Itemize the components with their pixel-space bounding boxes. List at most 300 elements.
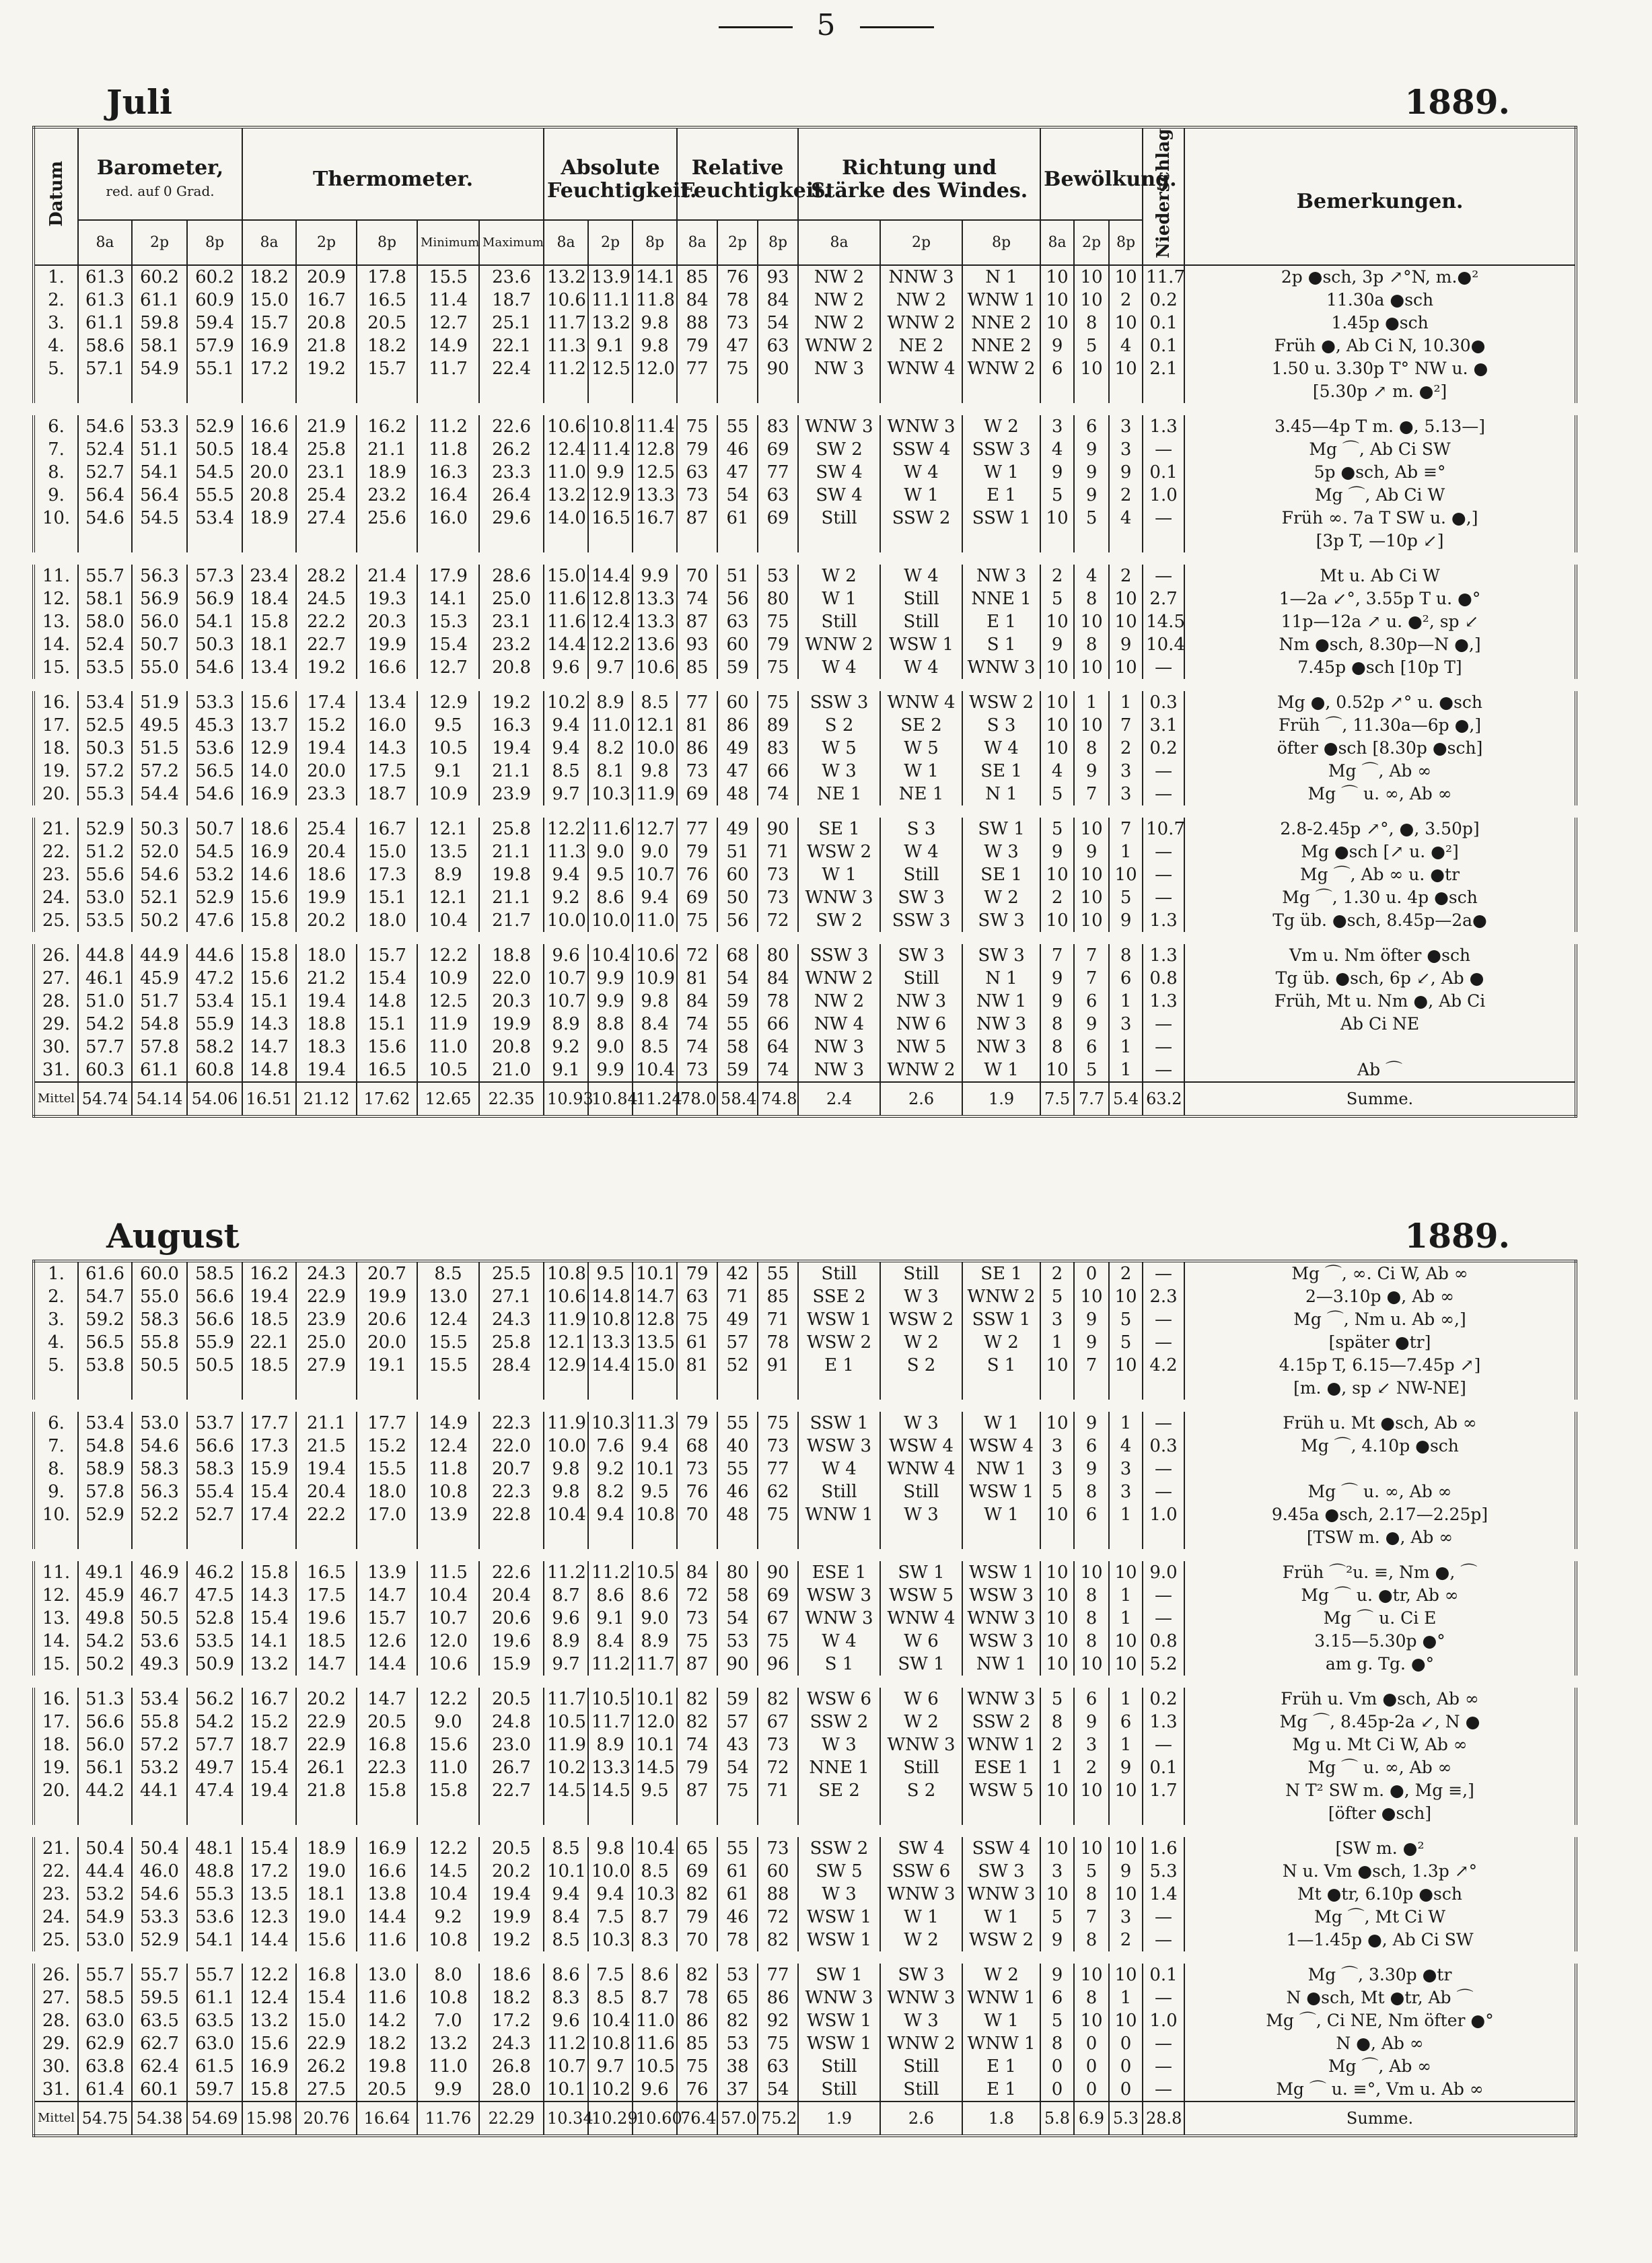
cell-temp-min: 16.4 [417,484,479,507]
cell-abs-8a: 9.8 [544,1458,588,1480]
cell-abs-2p: 9.8 [588,1831,633,1860]
cell-cloud-8a [1040,530,1074,559]
cell-abs-2p: 10.5 [588,1682,633,1711]
cell-temp-2p: 16.8 [296,1957,357,1986]
cell-cloud-2p: 10 [1074,1957,1109,1986]
cell-cloud-8a: 7 [1040,938,1074,967]
cell-abs-2p [588,380,633,409]
cell-rel-8p: 74 [758,783,798,812]
cell-wind-2p: W 2 [880,1711,962,1733]
mean-abs-8p: 10.60 [633,2102,677,2136]
table-row [34,990,1576,1013]
cell-temp-8a: 17.3 [242,1435,296,1458]
cell-date: 24. [34,1906,78,1929]
cell-temp-8p: 17.5 [357,760,417,783]
cell-cloud-2p: 10 [1074,2009,1109,2032]
cell-wind-8a: SE 2 [798,1779,880,1802]
table-row [34,1711,1576,1733]
cell-temp-max: 22.4 [479,357,544,380]
cell-abs-2p: 10.4 [588,938,633,967]
cell-rel-2p: 54 [717,1756,758,1779]
cell-baro-2p: 53.0 [132,1406,187,1435]
cell-cloud-8p: 10 [1109,1883,1143,1906]
cell-temp-8a: 14.8 [242,1058,296,1082]
cell-baro-2p: 46.9 [132,1555,187,1584]
cell-abs-8a: 9.6 [544,1607,588,1630]
cell-abs-2p: 9.9 [588,990,633,1013]
cell-wind-2p: WSW 4 [880,1435,962,1458]
cell-precip: — [1143,1331,1184,1354]
cell-temp-8p: 12.6 [357,1630,417,1653]
cell-temp-8p: 15.7 [357,938,417,967]
cell-cloud-8a: 9 [1040,967,1074,990]
cell-date: 22. [34,840,78,863]
mean-precip: 28.8 [1143,2102,1184,2136]
cell-date: 29. [34,1013,78,1036]
cell-baro-2p [132,1526,187,1555]
cell-temp-2p: 19.4 [296,990,357,1013]
cell-wind-8p: W 2 [962,409,1040,438]
cell-rel-8a: 81 [677,714,717,737]
cell-remarks: [5.30p ↗ m. ●²] [1184,380,1576,409]
cell-temp-8a: 16.9 [242,783,296,812]
table-row [34,840,1576,863]
cell-cloud-8p: 10 [1109,1354,1143,1377]
cell-temp-8a: 14.1 [242,1630,296,1653]
cell-abs-8a: 11.9 [544,1406,588,1435]
cell-abs-2p: 11.2 [588,1555,633,1584]
cell-wind-2p: WSW 5 [880,1584,962,1607]
cell-rel-8a: 79 [677,438,717,461]
cell-cloud-2p [1074,1802,1109,1831]
cell-wind-8p [962,380,1040,409]
cell-rel-8a: 82 [677,1883,717,1906]
cell-cloud-2p: 0 [1074,2055,1109,2078]
cell-temp-max: 22.6 [479,409,544,438]
cell-precip [1143,1526,1184,1555]
cell-abs-8p: 12.0 [633,357,677,380]
cell-wind-2p [880,1377,962,1406]
cell-wind-2p: SE 2 [880,714,962,737]
cell-rel-8p: 91 [758,1354,798,1377]
cell-temp-8a: 14.3 [242,1013,296,1036]
cell-date: 28. [34,2009,78,2032]
cell-baro-2p: 62.7 [132,2032,187,2055]
cell-temp-8p: 16.6 [357,1860,417,1883]
cell-wind-2p: WNW 4 [880,357,962,380]
cell-cloud-8a: 2 [1040,1261,1074,1285]
cell-baro-2p: 55.8 [132,1711,187,1733]
cell-wind-8p: SW 3 [962,938,1040,967]
cell-rel-8p: 80 [758,938,798,967]
cell-remarks: 2p ●sch, 3p ↗°N, m.●² [1184,265,1576,289]
cell-wind-2p: S 3 [880,812,962,840]
cell-temp-min: 12.2 [417,1682,479,1711]
cell-abs-8a: 13.2 [544,265,588,289]
cell-precip: 10.4 [1143,633,1184,656]
cell-rel-8p: 72 [758,1756,798,1779]
cell-cloud-2p: 8 [1074,1480,1109,1503]
cell-wind-8p: WNW 1 [962,289,1040,312]
cell-rel-8p: 71 [758,1779,798,1802]
cell-wind-2p: SW 4 [880,1831,962,1860]
cell-precip: — [1143,1480,1184,1503]
cell-cloud-2p: 5 [1074,334,1109,357]
cell-date: 22. [34,1860,78,1883]
cell-abs-8p: 10.9 [633,967,677,990]
cell-temp-8a: 13.4 [242,656,296,685]
cell-rel-8p: 54 [758,312,798,334]
cell-temp-min: 15.5 [417,1354,479,1377]
cell-temp-max [479,530,544,559]
sub-2p: 2p [880,220,962,265]
cell-remarks: N T² SW m. ●, Mg ≡,] [1184,1779,1576,1802]
cell-cloud-8a: 10 [1040,507,1074,530]
cell-abs-8p: 14.5 [633,1756,677,1779]
cell-abs-8a: 10.6 [544,1285,588,1308]
cell-cloud-8a: 5 [1040,1682,1074,1711]
mean-temp-max: 22.35 [479,1082,544,1116]
cell-abs-8a: 8.4 [544,1906,588,1929]
mean-temp-8p: 17.62 [357,1082,417,1116]
cell-wind-8p: NW 3 [962,559,1040,587]
cell-baro-8p: 63.5 [187,2009,242,2032]
cell-rel-8p: 75 [758,610,798,633]
cell-baro-2p [132,1802,187,1831]
cell-baro-8a: 59.2 [78,1308,132,1331]
cell-temp-2p: 18.8 [296,1013,357,1036]
cell-cloud-2p: 9 [1074,840,1109,863]
cell-wind-8p: W 1 [962,1503,1040,1526]
cell-abs-8a: 11.6 [544,610,588,633]
cell-wind-8p: NW 1 [962,1458,1040,1480]
cell-cloud-8p: 3 [1109,1458,1143,1480]
cell-baro-8p: 53.4 [187,507,242,530]
cell-cloud-8p [1109,1802,1143,1831]
cell-baro-2p: 60.0 [132,1261,187,1285]
table-row [34,2055,1576,2078]
cell-baro-2p: 53.4 [132,1682,187,1711]
cell-wind-2p: NW 5 [880,1036,962,1058]
sub-8a: 8a [544,220,588,265]
cell-wind-8a: WSW 1 [798,1906,880,1929]
cell-rel-8p: 73 [758,886,798,909]
cell-precip: — [1143,863,1184,886]
cell-temp-2p: 25.4 [296,484,357,507]
cell-cloud-2p: 7 [1074,783,1109,812]
cell-cloud-2p: 10 [1074,656,1109,685]
cell-wind-8p: NW 1 [962,1653,1040,1682]
cell-wind-8p: W 1 [962,461,1040,484]
cell-wind-8p: NNE 2 [962,334,1040,357]
cell-temp-8a: 16.9 [242,2055,296,2078]
cell-abs-8p: 9.5 [633,1779,677,1802]
table-row [34,1354,1576,1377]
cell-abs-8a: 10.7 [544,2055,588,2078]
cell-abs-8p: 10.1 [633,1682,677,1711]
cell-cloud-8a [1040,380,1074,409]
cell-temp-8p: 15.1 [357,1013,417,1036]
cell-wind-2p: NE 2 [880,334,962,357]
cell-rel-2p [717,1526,758,1555]
cell-cloud-2p: 10 [1074,812,1109,840]
cell-baro-8a: 57.8 [78,1480,132,1503]
cell-abs-2p: 9.4 [588,1503,633,1526]
cell-date: 16. [34,685,78,714]
cell-temp-min: 12.1 [417,886,479,909]
cell-cloud-8a [1040,1377,1074,1406]
cell-cloud-2p: 9 [1074,461,1109,484]
cell-rel-2p: 51 [717,840,758,863]
cell-wind-2p: Still [880,1480,962,1503]
cell-abs-2p: 7.6 [588,1435,633,1458]
cell-rel-2p: 56 [717,587,758,610]
cell-cloud-8p: 7 [1109,812,1143,840]
cell-precip: 1.4 [1143,1883,1184,1906]
cell-rel-8p: 72 [758,1906,798,1929]
cell-rel-2p: 75 [717,357,758,380]
cell-rel-8a: 75 [677,909,717,938]
cell-temp-2p: 17.4 [296,685,357,714]
cell-temp-2p: 22.9 [296,2032,357,2055]
cell-temp-8a: 14.4 [242,1929,296,1957]
cell-wind-8a: NW 2 [798,990,880,1013]
table-row [34,1331,1576,1354]
weather-table-july [32,126,1577,1118]
cell-baro-8a: 54.6 [78,507,132,530]
cell-baro-8a [78,380,132,409]
cell-abs-2p: 13.2 [588,312,633,334]
cell-rel-2p: 53 [717,1957,758,1986]
cell-date: 16. [34,1682,78,1711]
cell-cloud-8a: 5 [1040,2009,1074,2032]
cell-date: 11. [34,1555,78,1584]
cell-baro-8a: 52.7 [78,461,132,484]
cell-date: 26. [34,938,78,967]
cell-rel-2p: 48 [717,783,758,812]
cell-temp-8a: 15.8 [242,2078,296,2102]
cell-remarks: Mg ●, 0.52p ↗° u. ●sch [1184,685,1576,714]
cell-wind-8p: WNW 1 [962,2032,1040,2055]
cell-temp-min: 15.3 [417,610,479,633]
cell-abs-8a: 11.7 [544,312,588,334]
cell-wind-8p: E 1 [962,2055,1040,2078]
cell-baro-8p: 53.2 [187,863,242,886]
cell-wind-8p: WNW 2 [962,357,1040,380]
cell-rel-8p: 69 [758,1584,798,1607]
cell-remarks: [3p T, —10p ↙] [1184,530,1576,559]
cell-temp-8a: 15.6 [242,886,296,909]
mean-wind-8a: 1.9 [798,2102,880,2136]
cell-temp-8a: 12.3 [242,1906,296,1929]
cell-wind-8a: Still [798,507,880,530]
table-row [34,484,1576,507]
cell-baro-2p: 52.0 [132,840,187,863]
cell-temp-2p: 15.2 [296,714,357,737]
cell-wind-2p: NNW 3 [880,265,962,289]
table-row [34,2032,1576,2055]
cell-temp-min: 11.5 [417,1555,479,1584]
cell-remarks: 11.30a ●sch [1184,289,1576,312]
cell-baro-8p: 54.6 [187,656,242,685]
cell-baro-2p: 54.6 [132,863,187,886]
col-barometer: Barometer, red. auf 0 Grad. [78,127,242,220]
mean-abs-8a: 10.93 [544,1082,588,1116]
cell-date: 6. [34,1406,78,1435]
table-row [34,1986,1576,2009]
cell-date [34,1526,78,1555]
cell-cloud-8p: 2 [1109,737,1143,760]
cell-temp-min: 12.7 [417,312,479,334]
mean-baro-8a: 54.75 [78,2102,132,2136]
cell-baro-2p: 54.8 [132,1013,187,1036]
cell-cloud-8p: 4 [1109,507,1143,530]
cell-temp-8p: 15.2 [357,1435,417,1458]
cell-wind-2p: Still [880,863,962,886]
cell-precip: 3.1 [1143,714,1184,737]
cell-abs-8p: 11.4 [633,409,677,438]
cell-abs-2p: 8.5 [588,1986,633,2009]
cell-temp-min: 17.9 [417,559,479,587]
cell-temp-2p: 27.4 [296,507,357,530]
cell-cloud-8a: 10 [1040,1555,1074,1584]
cell-date: 13. [34,1607,78,1630]
cell-precip: 0.2 [1143,737,1184,760]
cell-remarks: Mg ⌒, Mt Ci W [1184,1906,1576,1929]
cell-precip: — [1143,2055,1184,2078]
table-row [34,1906,1576,1929]
cell-cloud-2p: 8 [1074,1929,1109,1957]
cell-baro-2p: 55.0 [132,656,187,685]
cell-wind-8a: NNE 1 [798,1756,880,1779]
cell-remarks: 1.45p ●sch [1184,312,1576,334]
cell-cloud-2p: 8 [1074,1883,1109,1906]
cell-cloud-8p [1109,380,1143,409]
cell-abs-2p: 14.8 [588,1285,633,1308]
cell-abs-8a: 11.2 [544,1555,588,1584]
cell-temp-max: 19.6 [479,1630,544,1653]
cell-date [34,530,78,559]
cell-rel-2p: 47 [717,760,758,783]
mean-cloud-8p: 5.4 [1109,1082,1143,1116]
cell-remarks: Tg üb. ●sch, 6p ↙, Ab ● [1184,967,1576,990]
cell-temp-8a: 15.6 [242,685,296,714]
cell-date: 12. [34,1584,78,1607]
cell-temp-8p: 16.7 [357,812,417,840]
cell-abs-8p: 11.7 [633,1653,677,1682]
cell-wind-8p: SE 1 [962,760,1040,783]
cell-abs-2p: 10.3 [588,783,633,812]
cell-precip: 0.2 [1143,289,1184,312]
cell-wind-2p: Still [880,587,962,610]
cell-cloud-2p [1074,1526,1109,1555]
cell-abs-8a: 12.9 [544,1354,588,1377]
cell-wind-2p: W 2 [880,1929,962,1957]
cell-wind-2p: W 5 [880,737,962,760]
cell-temp-2p: 18.9 [296,1831,357,1860]
cell-temp-min: 9.2 [417,1906,479,1929]
cell-wind-8p: E 1 [962,610,1040,633]
cell-temp-2p: 20.0 [296,760,357,783]
cell-cloud-2p: 7 [1074,967,1109,990]
cell-remarks: Früh ●, Ab Ci N, 10.30● [1184,334,1576,357]
cell-baro-2p: 61.1 [132,1058,187,1082]
mean-wind-2p: 2.6 [880,1082,962,1116]
cell-baro-8p: 53.6 [187,737,242,760]
table-row [34,409,1576,438]
cell-baro-8a: 54.8 [78,1435,132,1458]
cell-baro-8a: 53.5 [78,909,132,938]
cell-cloud-8p: 10 [1109,1555,1143,1584]
cell-rel-8a: 69 [677,1860,717,1883]
cell-wind-8p: WSW 4 [962,1435,1040,1458]
cell-rel-8p: 92 [758,2009,798,2032]
cell-baro-8p: 55.9 [187,1013,242,1036]
cell-rel-2p: 78 [717,1929,758,1957]
mean-rel-2p: 57.0 [717,2102,758,2136]
cell-wind-8a: SSW 1 [798,1406,880,1435]
cell-date: 4. [34,1331,78,1354]
cell-temp-min: 13.2 [417,2032,479,2055]
cell-temp-2p: 15.6 [296,1929,357,1957]
cell-baro-8p: 53.3 [187,685,242,714]
cell-temp-min: 14.9 [417,1406,479,1435]
cell-remarks: öfter ●sch [8.30p ●sch] [1184,737,1576,760]
table-row [34,909,1576,938]
cell-temp-8a: 14.6 [242,863,296,886]
cell-baro-8a: 54.2 [78,1013,132,1036]
cell-abs-8a: 9.6 [544,938,588,967]
cell-abs-8p: 8.6 [633,1584,677,1607]
cell-cloud-2p: 0 [1074,2032,1109,2055]
cell-wind-8p: WSW 2 [962,1929,1040,1957]
mean-cloud-8p: 5.3 [1109,2102,1143,2136]
sub-minimum: Minimum [417,220,479,265]
cell-rel-8a: 75 [677,2055,717,2078]
cell-wind-8a: W 3 [798,1733,880,1756]
table-row [34,507,1576,530]
cell-precip: — [1143,1584,1184,1607]
cell-rel-8p: 63 [758,484,798,507]
cell-temp-2p: 24.5 [296,587,357,610]
cell-wind-8p [962,1377,1040,1406]
cell-temp-min: 10.8 [417,1929,479,1957]
sub-2p: 2p [296,220,357,265]
cell-temp-min: 12.4 [417,1435,479,1458]
cell-temp-8a: 15.1 [242,990,296,1013]
cell-temp-2p: 17.5 [296,1584,357,1607]
cell-rel-2p: 86 [717,714,758,737]
cell-temp-8a [242,380,296,409]
cell-precip: — [1143,2032,1184,2055]
cell-temp-min: 11.0 [417,1756,479,1779]
cell-temp-8p: 13.0 [357,1957,417,1986]
cell-cloud-8p: 3 [1109,1906,1143,1929]
cell-baro-8a: 61.3 [78,289,132,312]
cell-rel-8a: 76 [677,863,717,886]
cell-abs-8p: 8.3 [633,1929,677,1957]
cell-baro-8p: 58.2 [187,1036,242,1058]
cell-abs-2p: 9.9 [588,461,633,484]
cell-baro-2p: 57.2 [132,760,187,783]
mean-date: Mittel [34,2102,78,2136]
cell-rel-2p: 52 [717,1354,758,1377]
cell-wind-8a: NW 3 [798,1036,880,1058]
cell-baro-2p: 50.3 [132,812,187,840]
cell-temp-min: 10.5 [417,737,479,760]
cell-baro-8p: 52.7 [187,1503,242,1526]
cell-remarks: [SW m. ●² [1184,1831,1576,1860]
